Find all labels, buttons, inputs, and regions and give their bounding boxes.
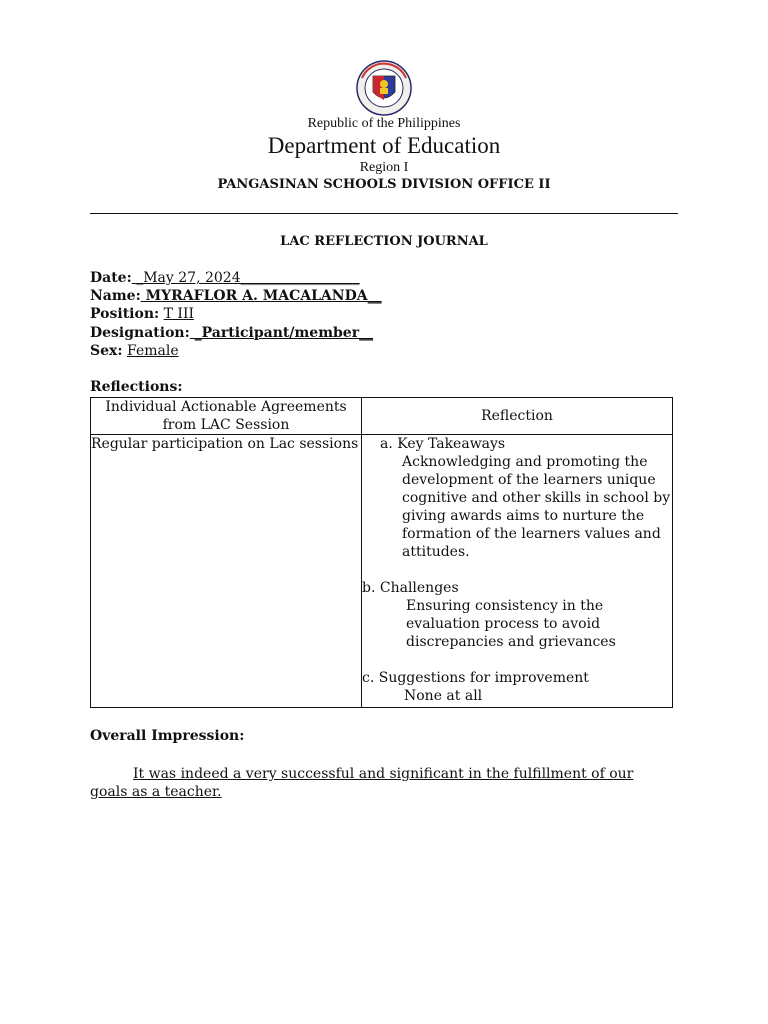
republic-line: Republic of the Philippines xyxy=(307,116,461,131)
suggestions-heading: c. Suggestions for improvement xyxy=(362,670,589,686)
region-line: Region I xyxy=(359,160,409,175)
date-label: Date: xyxy=(90,270,132,286)
division-office: PANGASINAN SCHOOLS DIVISION OFFICE II xyxy=(217,177,551,192)
name-field xyxy=(90,287,382,305)
key-takeaways-heading: a. Key Takeaways xyxy=(380,436,506,452)
challenges-heading: b. Challenges xyxy=(362,580,459,596)
reflections-label: Reflections: xyxy=(90,379,183,395)
table-header-row xyxy=(91,398,673,435)
agreement-cell: Regular participation on Lac sessions xyxy=(91,435,362,708)
sex-value: Female xyxy=(127,343,179,359)
designation-value: _Participant/member__ xyxy=(189,325,374,341)
col-reflection-header: Reflection xyxy=(362,398,673,435)
overall-impression-text: It was indeed a very successful and significant in the fulfillment of our goals as a teacher. xyxy=(90,766,634,800)
designation-label: Designation: xyxy=(90,325,190,341)
sex-label: Sex: xyxy=(90,343,123,359)
table-row xyxy=(91,435,673,708)
challenges-text: Ensuring consistency in the evaluation process to avoid discrepancies and grievances xyxy=(406,598,616,650)
sex-field xyxy=(90,342,179,360)
reflection-table xyxy=(90,397,673,708)
position-field xyxy=(90,305,194,323)
header-divider xyxy=(90,213,678,214)
date-value: _May 27, 2024_________________ xyxy=(131,270,360,286)
name-label: Name: xyxy=(90,288,141,304)
key-takeaways-text: Acknowledging and promoting the development of the learners unique cognitive and other skills in school by giving awards aims to nurture the formation of the learners values and attitudes. xyxy=(402,454,671,560)
position-value: T III xyxy=(163,306,195,322)
suggestions-text: None at all xyxy=(404,688,483,704)
reflection-cell xyxy=(362,435,673,708)
department-name: Department of Education xyxy=(267,133,501,158)
document-title: LAC REFLECTION JOURNAL xyxy=(280,234,488,249)
deped-seal-icon xyxy=(344,60,424,120)
col-agreements-header: Individual Actionable Agreements from LAC Session xyxy=(91,398,362,435)
overall-impression-label: Overall Impression: xyxy=(90,728,245,744)
name-value: MYRAFLOR A. MACALANDA__ xyxy=(140,288,382,304)
designation-field xyxy=(90,324,373,342)
position-label: Position: xyxy=(90,306,160,322)
date-field xyxy=(90,269,360,287)
